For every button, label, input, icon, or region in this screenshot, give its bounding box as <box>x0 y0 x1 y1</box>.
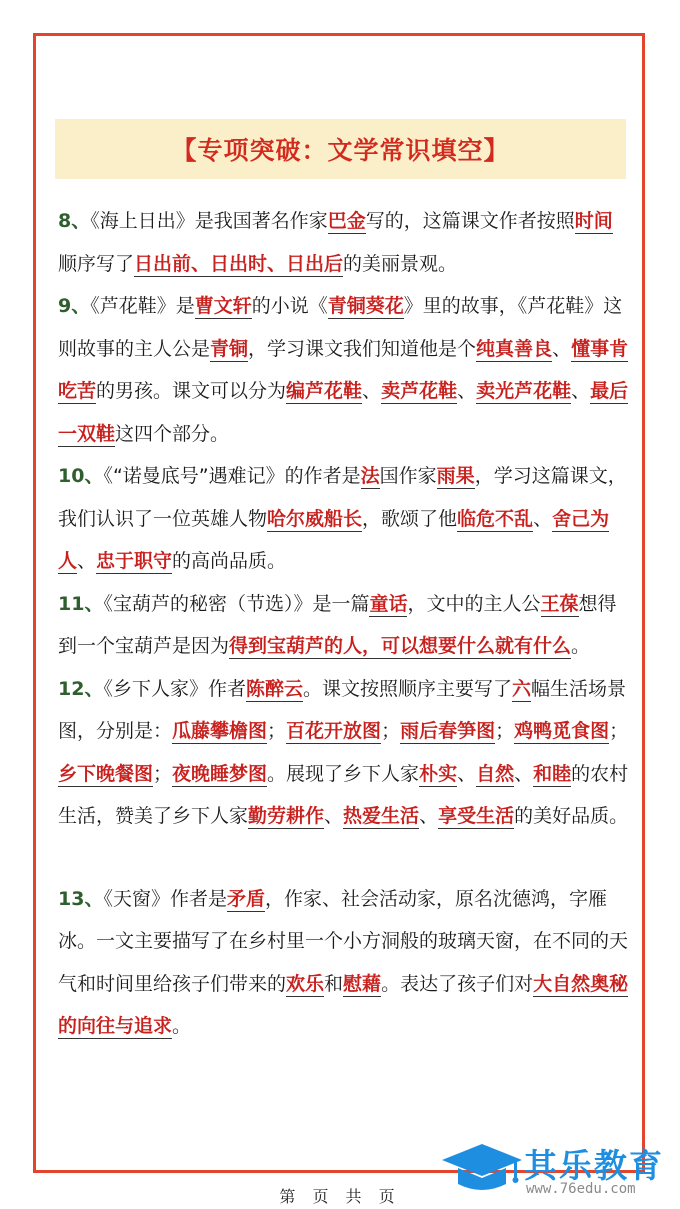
answer-text: 临危不乱 <box>457 507 534 530</box>
answer-text: 忠于职守 <box>96 550 173 572</box>
question-text: 的小说《 <box>251 295 328 317</box>
question-text: 。 <box>571 635 591 657</box>
answer-text: 最后一双鞋 <box>58 380 629 445</box>
question-text: ； <box>153 762 173 785</box>
answer-text: 舍己为人 <box>58 507 610 572</box>
answer-text: 青铜 <box>210 337 249 360</box>
question-text: 国作家 <box>379 465 437 487</box>
answer-text: 勤劳耕作 <box>248 805 325 827</box>
question-text: 的美好品质。 <box>514 805 629 827</box>
answer-text: 矛盾 <box>226 887 265 910</box>
question-text: 顺序写了 <box>58 252 135 275</box>
question-text: 、 <box>457 380 477 402</box>
question-item <box>58 200 630 285</box>
question-text: 、 <box>362 380 382 402</box>
answer-text: 得到宝葫芦的人，可以想要什么就有什么 <box>229 635 572 657</box>
question-text: ，作家、社会活动家，原名沈德鸿，字雁冰。一文主要描写了在乡村里一个小方洞般的玻璃天窗，在不同的天气和时间里给孩子们带来的 <box>58 887 629 995</box>
question-text: 、 <box>552 337 572 360</box>
answer-text: 乡下晚餐图 <box>58 762 154 785</box>
question-item <box>58 583 630 668</box>
question-text: 的农村生活，赞美了乡下人家 <box>58 762 629 827</box>
question-text: 、 <box>514 762 534 785</box>
question-text: ，学习这篇课文，我们认识了一位英雄人物 <box>58 465 627 530</box>
answer-text: 大自然奥秘的向往与追求 <box>58 972 629 1037</box>
answer-text: 青铜葵花 <box>327 295 404 317</box>
question-text: ，文中的主人公 <box>407 592 541 615</box>
question-list <box>58 200 630 1048</box>
question-number: 12、 <box>58 677 104 700</box>
question-text: 、 <box>533 507 553 530</box>
answer-text: 自然 <box>476 762 515 785</box>
logo-url: www.76edu.com <box>526 1181 636 1197</box>
answer-text: 王葆 <box>540 592 579 615</box>
answer-text: 百花开放图 <box>286 720 382 742</box>
answer-text: 纯真善良 <box>476 337 553 360</box>
question-text: 幅生活场景图，分别是： <box>58 677 627 742</box>
answer-text: 编芦花鞋 <box>286 380 363 402</box>
question-text: ，歌颂了他 <box>362 507 458 530</box>
answer-text: 曹文轩 <box>194 295 252 317</box>
question-number: 8、 <box>58 210 91 232</box>
question-text: 、 <box>419 805 439 827</box>
question-text: 写的，这篇课文作者按照 <box>365 210 575 232</box>
question-text: 《芦花鞋》是 <box>90 295 195 317</box>
answer-text: 卖芦花鞋 <box>381 380 458 402</box>
question-text: 《乡下人家》作者 <box>103 677 246 700</box>
answer-text: 雨果 <box>436 465 475 487</box>
answer-text: 瓜藤攀檐图 <box>172 720 268 742</box>
question-text: 。课文按照顺序主要写了 <box>302 677 512 700</box>
question-text: 这四个部分。 <box>115 422 230 445</box>
answer-text: 欢乐 <box>286 972 325 995</box>
question-text: 、 <box>457 762 477 785</box>
question-text: 。表达了孩子们对 <box>381 972 534 995</box>
question-item <box>58 455 630 583</box>
question-item <box>58 285 630 455</box>
answer-text: 和睦 <box>533 762 572 785</box>
page-footer: 第 页 共 页 <box>279 1187 401 1206</box>
question-number: 10、 <box>58 465 104 487</box>
question-item <box>58 878 630 1048</box>
page-title: 【专项突破：文学常识填空】 <box>171 136 510 165</box>
answer-text: 热爱生活 <box>343 805 420 827</box>
answer-text: 法 <box>360 465 380 487</box>
question-text: ； <box>495 720 515 742</box>
answer-text: 朴实 <box>419 762 458 785</box>
question-text: 。 <box>172 1015 192 1037</box>
question-text: ； <box>267 720 287 742</box>
answer-text: 陈醉云 <box>245 677 303 700</box>
question-number: 13、 <box>58 887 104 910</box>
answer-text: 慰藉 <box>343 972 382 995</box>
question-item <box>58 668 630 838</box>
answer-text: 雨后春笋图 <box>400 720 496 742</box>
answer-text: 卖光芦花鞋 <box>476 380 572 402</box>
question-text: 《海上日出》是我国著名作家 <box>90 210 328 232</box>
question-text: 》里的故事，《芦花鞋》这则故事的主人公是 <box>58 295 623 360</box>
question-text: 的男孩。课文可以分为 <box>96 380 287 402</box>
question-text: 和 <box>324 972 344 995</box>
answer-text: 六 <box>512 677 532 700</box>
answer-text: 懂事肯吃苦 <box>58 337 629 402</box>
question-text: 。展现了乡下人家 <box>267 762 420 785</box>
question-number: 9、 <box>58 295 91 317</box>
answer-text: 巴金 <box>327 210 366 232</box>
answer-text: 哈尔威船长 <box>267 507 363 530</box>
question-text: 、 <box>77 550 97 572</box>
answer-text: 童话 <box>369 592 408 615</box>
title-banner <box>55 119 626 179</box>
question-text: 、 <box>324 805 344 827</box>
question-text: 的高尚品质。 <box>172 550 287 572</box>
answer-text: 夜晚睡梦图 <box>172 762 268 785</box>
logo-name: 其乐教育 <box>524 1146 664 1185</box>
answer-text: 日出前、日出时、日出后 <box>134 252 344 275</box>
question-text: ； <box>381 720 401 742</box>
question-text: 《宝葫芦的秘密（节选）》是一篇 <box>103 592 370 615</box>
question-text: ； <box>609 720 629 742</box>
answer-text: 鸡鸭觅食图 <box>514 720 610 742</box>
answer-text: 享受生活 <box>438 805 515 827</box>
question-text: 《“诺曼底号”遇难记》的作者是 <box>103 465 361 487</box>
question-text: 《天窗》作者是 <box>103 887 227 910</box>
question-number: 11、 <box>58 592 104 615</box>
question-text: 、 <box>571 380 591 402</box>
answer-text: 时间 <box>574 210 613 232</box>
question-text: 想得到一个宝葫芦是因为 <box>58 592 617 657</box>
question-text: ，学习课文我们知道他是个 <box>248 337 477 360</box>
question-text: 的美丽景观。 <box>343 252 458 275</box>
